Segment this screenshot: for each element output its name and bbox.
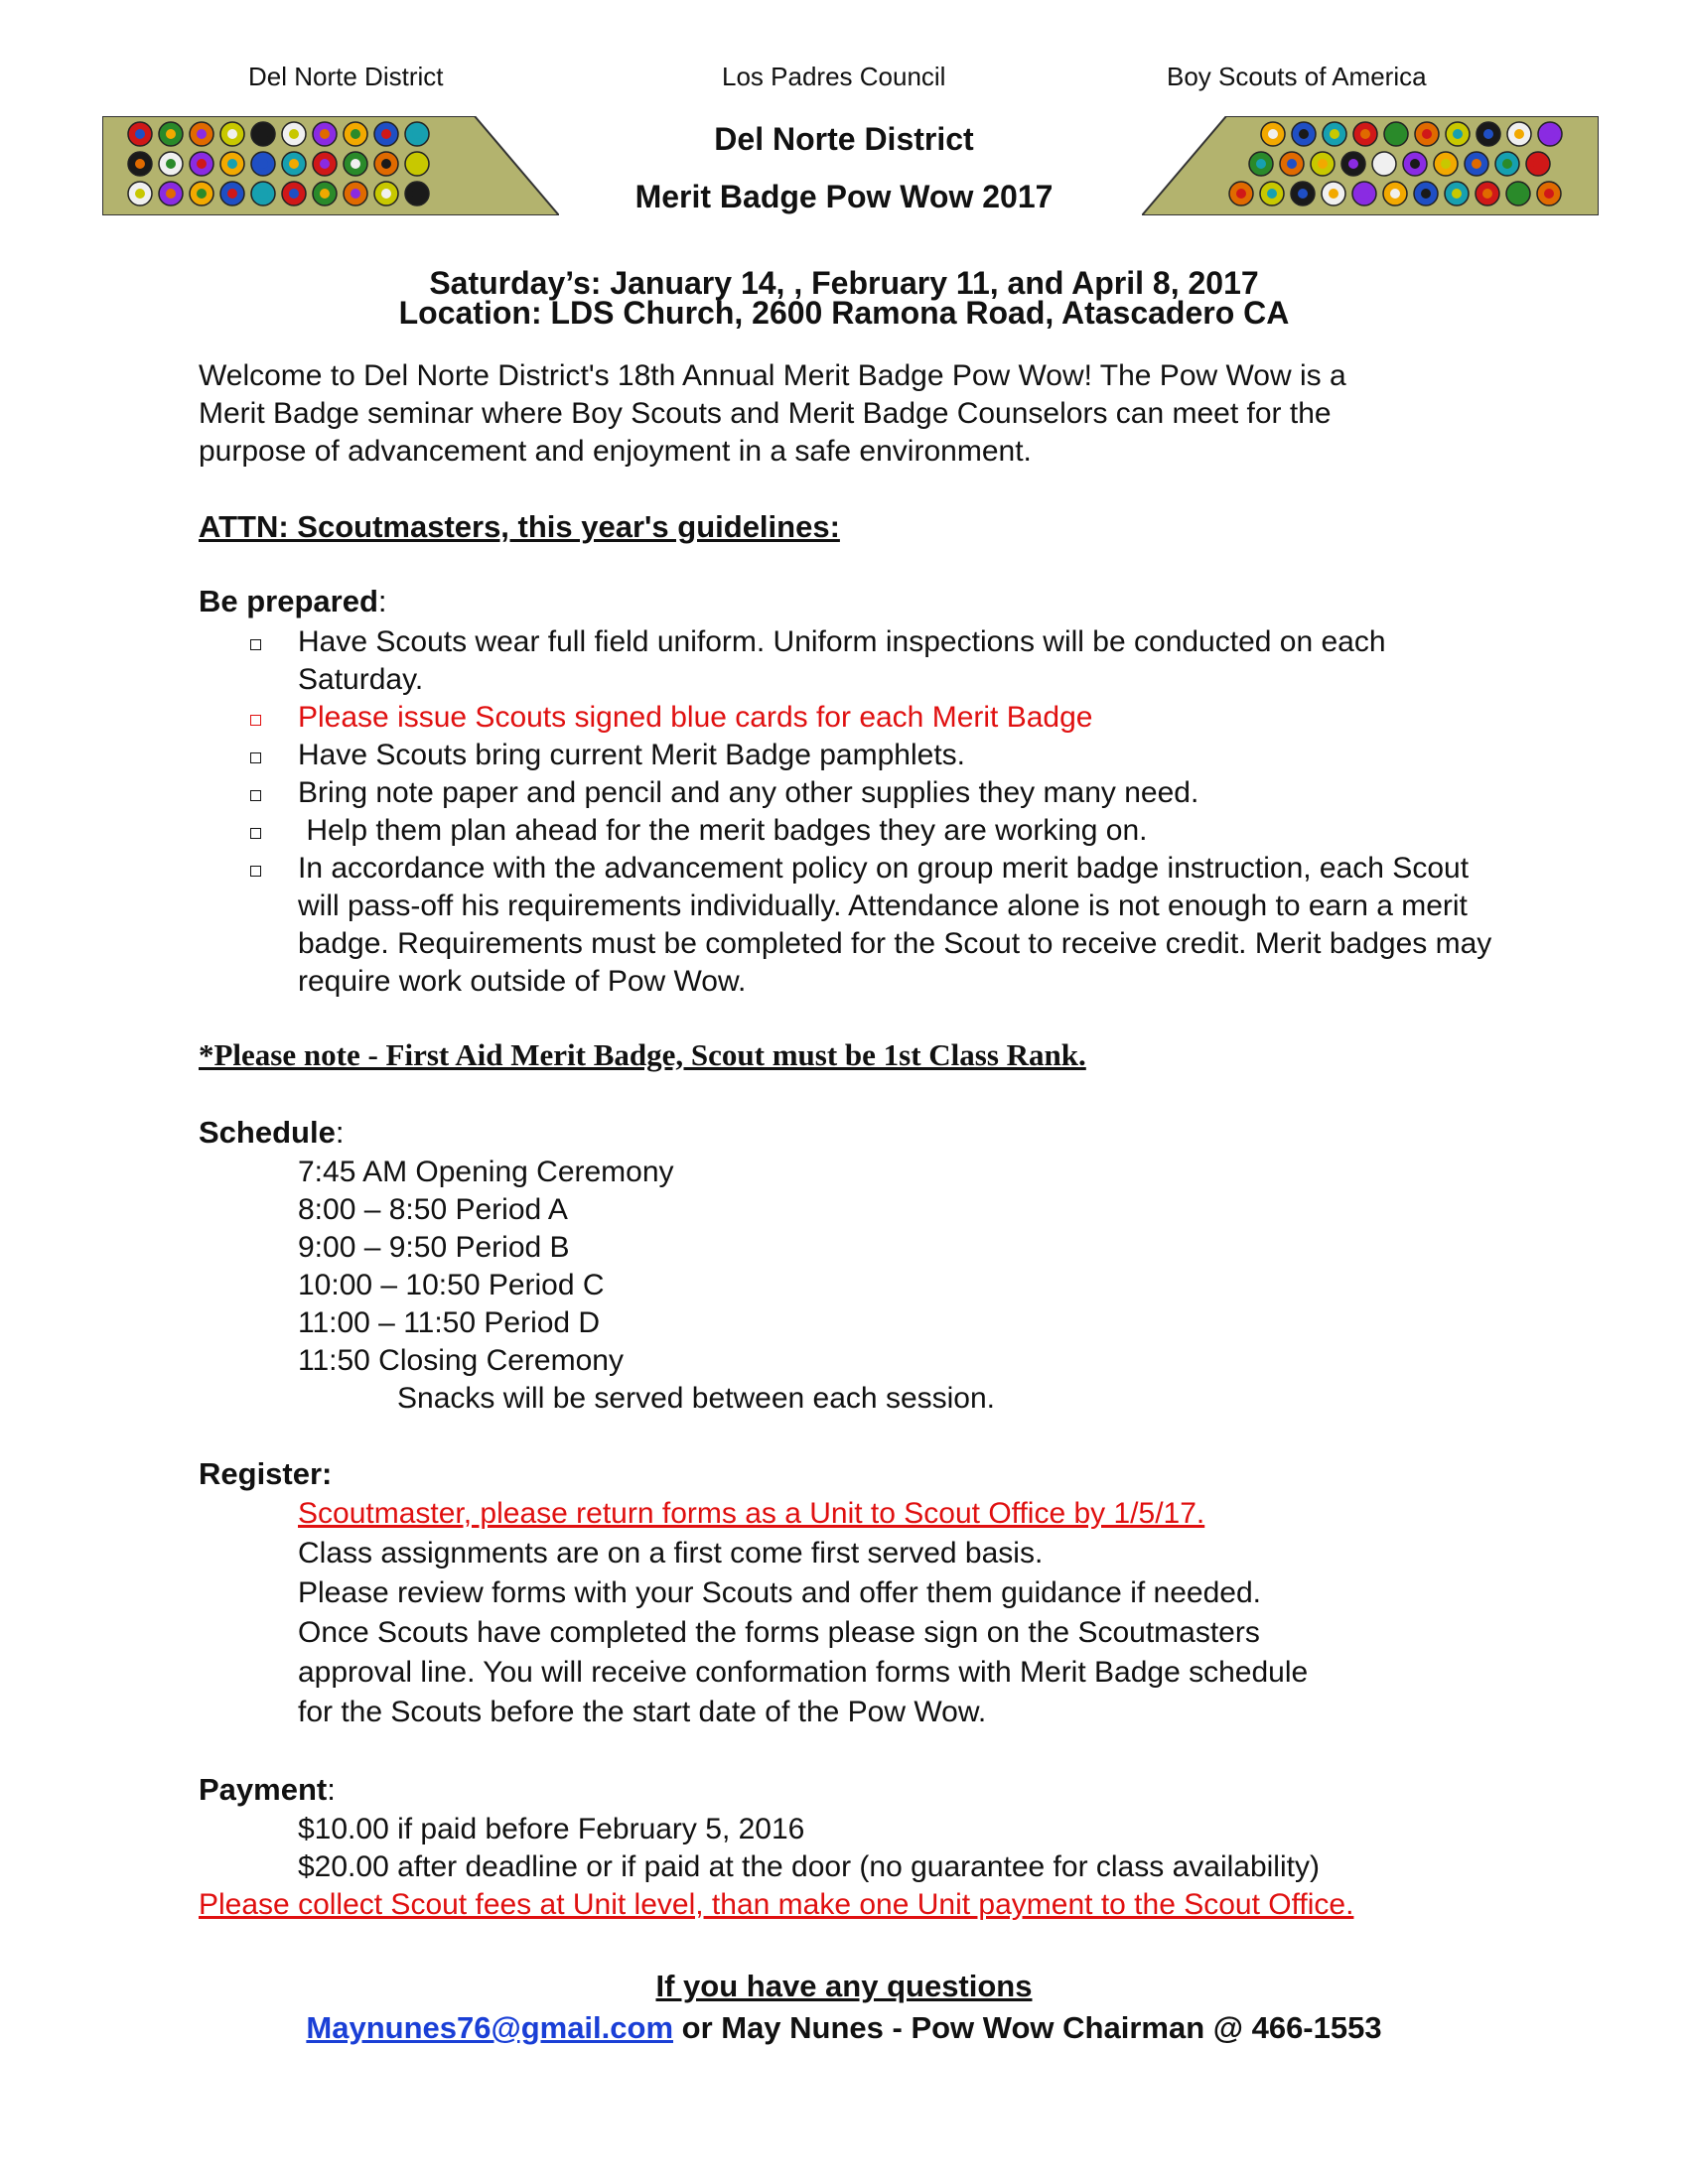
event-district-title: Del Norte District xyxy=(714,121,974,157)
schedule-label: Schedule xyxy=(199,1115,336,1150)
contact-email-link[interactable]: Maynunes76@gmail.com xyxy=(306,2010,674,2045)
register-line: Once Scouts have completed the forms please sign on the Scoutmasters xyxy=(298,1616,1260,1649)
payment-line: $20.00 after deadline or if paid at the door (no guarantee for class availability) xyxy=(298,1850,1320,1883)
register-deadline: Scoutmaster, please return forms as a Unit to Scout Office by 1/5/17. xyxy=(298,1497,1205,1530)
event-title: Merit Badge Pow Wow 2017 xyxy=(634,179,1054,214)
register-line: approval line. You will receive conformation forms with Merit Badge schedule xyxy=(298,1656,1309,1689)
merit-badge-icon-center xyxy=(1502,159,1512,169)
schedule-item: 11:50 Closing Ceremony xyxy=(298,1344,624,1377)
merit-badge-icon-center xyxy=(258,159,268,169)
schedule-colon: : xyxy=(335,1115,345,1150)
checkbox-bullet-icon xyxy=(250,639,261,650)
schedule-list xyxy=(298,1154,1192,1451)
payment-notice: Please collect Scout fees at Unit level, than make one Unit payment to the Scout Office. xyxy=(199,1888,1354,1921)
payment-heading xyxy=(199,1772,336,1808)
event-location: Location: LDS Church, 2600 Ramona Road, Atascadero CA xyxy=(398,295,1290,331)
list-item-text: Have Scouts wear full field uniform. Uniform inspections will be conducted on each Saturday. xyxy=(298,625,1386,696)
payment-label: Payment xyxy=(199,1772,328,1807)
attn-heading: ATTN: Scoutmasters, this year's guidelines: xyxy=(199,509,840,544)
merit-badge-icon-center xyxy=(166,159,176,169)
merit-badge-icon-center xyxy=(1348,159,1358,169)
event-dates: Saturday’s: January 14, , February 11, and April 8, 2017 xyxy=(429,265,1259,301)
checkbox-bullet-icon xyxy=(250,790,261,801)
merit-badge-icon-center xyxy=(381,159,391,169)
payment-lines xyxy=(298,1811,1489,1890)
merit-badge-icon-center xyxy=(197,159,207,169)
schedule-heading xyxy=(199,1115,344,1151)
register-line: Class assignments are on a first come first served basis. xyxy=(298,1537,1044,1570)
merit-badge-icon-center xyxy=(1472,159,1481,169)
list-item-text: Please issue Scouts signed blue cards for each Merit Badge xyxy=(298,701,1093,734)
list-item xyxy=(243,774,1494,812)
checkbox-bullet-icon xyxy=(250,866,261,877)
merit-badge-icon-center xyxy=(1441,159,1451,169)
merit-badge-icon-center xyxy=(1256,159,1266,169)
list-item xyxy=(243,850,1494,1001)
merit-badge-icon-center xyxy=(135,159,145,169)
contact-line xyxy=(0,2010,1688,2046)
schedule-item: 11:00 – 11:50 Period D xyxy=(298,1306,601,1339)
register-section xyxy=(298,1495,1489,1733)
checkbox-bullet-icon xyxy=(250,828,261,839)
register-line: Please review forms with your Scouts and offer them guidance if needed. xyxy=(298,1576,1261,1609)
schedule-item: 10:00 – 10:50 Period C xyxy=(298,1269,605,1301)
list-item-text: Bring note paper and pencil and any other supplies they many need. xyxy=(298,776,1199,809)
be-prepared-label: Be prepared xyxy=(199,584,378,618)
contact-chairman: or May Nunes - Pow Wow Chairman @ 466-1553 xyxy=(673,2010,1382,2045)
checkbox-bullet-icon xyxy=(250,752,261,763)
merit-badge-icon-center xyxy=(227,159,237,169)
bsa-name: Boy Scouts of America xyxy=(1167,62,1427,91)
intro-line: purpose of advancement and enjoyment in a safe environment. xyxy=(199,435,1032,468)
register-heading: Register: xyxy=(199,1456,333,1491)
intro-line: Welcome to Del Norte District's 18th Annual Merit Badge Pow Wow! The Pow Wow is a xyxy=(199,359,1346,392)
list-item-text: Help them plan ahead for the merit badges they are working on. xyxy=(298,814,1148,847)
snacks-note: Snacks will be served between each session. xyxy=(397,1382,995,1415)
first-aid-note: *Please note - First Aid Merit Badge, Scout must be 1st Class Rank. xyxy=(199,1037,1086,1072)
list-item xyxy=(243,812,1494,850)
intro-paragraph xyxy=(199,357,1529,471)
merit-badge-icon-center xyxy=(1533,159,1543,169)
be-prepared-list xyxy=(243,623,1494,1001)
be-prepared-heading xyxy=(199,584,387,619)
merit-badge-icon-center xyxy=(1287,159,1297,169)
list-item xyxy=(243,699,1494,737)
payment-colon: : xyxy=(327,1772,336,1807)
list-item xyxy=(243,737,1494,774)
merit-badge-icon-center xyxy=(1410,159,1420,169)
list-item-text: In accordance with the advancement policy on group merit badge instruction, each Scout will pass-off his requirements individually. Attendance alone is not enough to earn a merit badge. Requirements must be completed for the Scout to receive credit. Merit badges may require work outside of Pow Wow. xyxy=(298,852,1492,998)
schedule-item: 9:00 – 9:50 Period B xyxy=(298,1231,570,1264)
payment-line: $10.00 if paid before February 5, 2016 xyxy=(298,1813,805,1845)
council-name: Los Padres Council xyxy=(722,62,946,91)
schedule-item: 7:45 AM Opening Ceremony xyxy=(298,1156,674,1188)
district-name: Del Norte District xyxy=(248,62,444,91)
merit-badge-icon-center xyxy=(289,159,299,169)
list-item xyxy=(243,623,1494,699)
merit-badge-icon-center xyxy=(1318,159,1328,169)
merit-badge-icon-center xyxy=(412,159,422,169)
merit-badge-icon-center xyxy=(351,159,360,169)
checkbox-bullet-icon xyxy=(250,715,261,726)
register-line: for the Scouts before the start date of the Pow Wow. xyxy=(298,1696,987,1728)
schedule-item: 8:00 – 8:50 Period A xyxy=(298,1193,568,1226)
merit-badge-icon-center xyxy=(1379,159,1389,169)
list-item-text: Have Scouts bring current Merit Badge pamphlets. xyxy=(298,739,965,771)
intro-line: Merit Badge seminar where Boy Scouts and Merit Badge Counselors can meet for the xyxy=(199,397,1332,430)
questions-heading: If you have any questions xyxy=(655,1969,1033,2003)
merit-badge-icon-center xyxy=(320,159,330,169)
be-prepared-colon: : xyxy=(377,584,387,618)
